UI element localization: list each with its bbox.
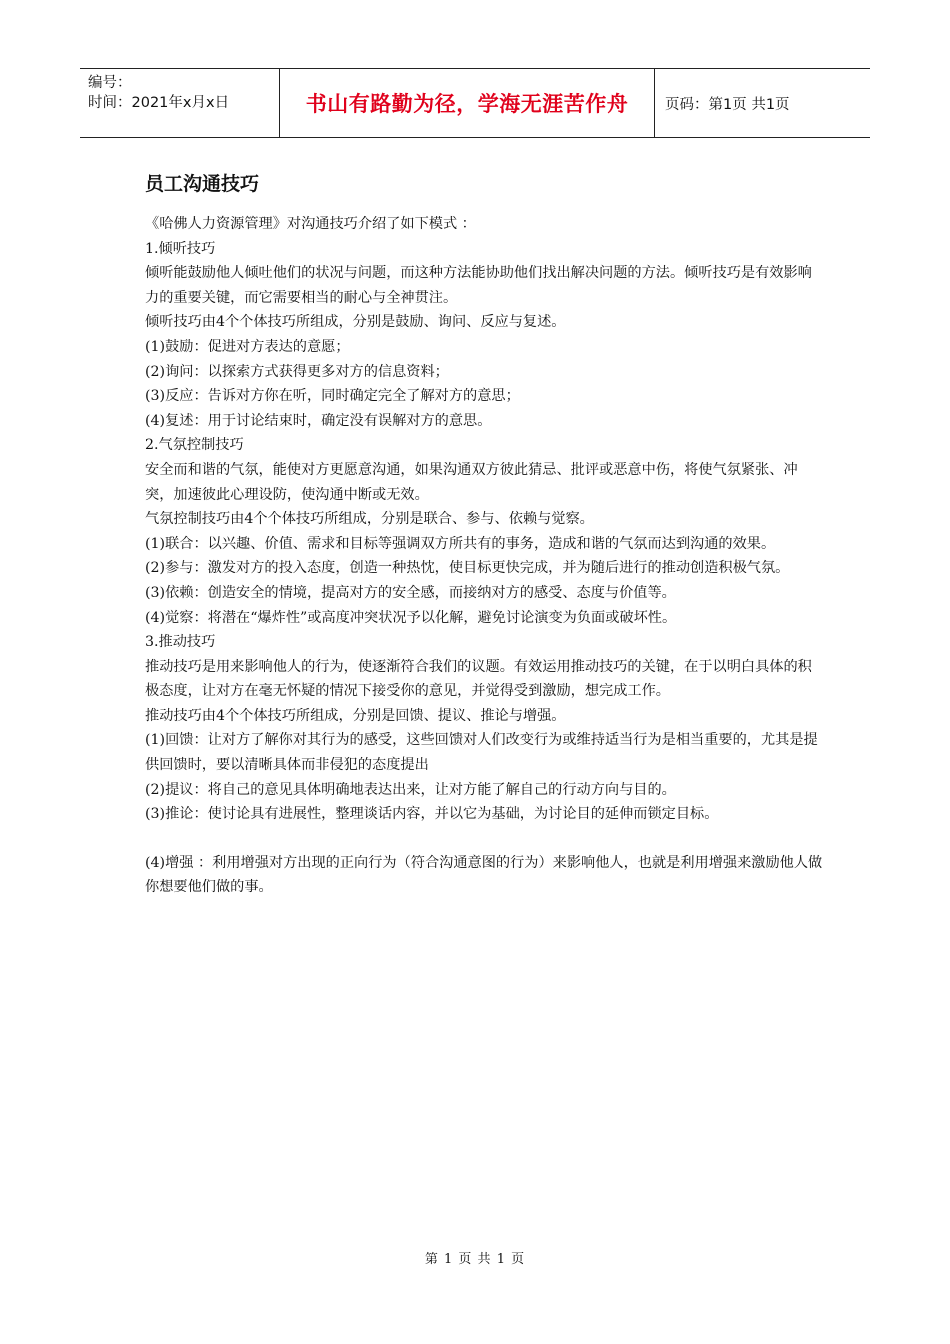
list-item: (1)联合：以兴趣、价值、需求和目标等强调双方所共有的事务，造成和谐的气氛而达到沟通的效果。 [145, 535, 776, 552]
document-title: 员工沟通技巧 [145, 173, 260, 195]
list-item: (1)鼓励：促进对方表达的意愿； [145, 338, 350, 355]
list-item: (1)回馈：让对方了解你对其行为的感受，这些回馈对人们改变行为或维持适当行为是相当重要的，尤其是提供回馈时，要以清晰具体而非侵犯的态度提出 [145, 732, 818, 774]
list-item: (2)询问：以探索方式获得更多对方的信息资料； [145, 363, 449, 380]
header-page-info: 页码：第1页 共1页 [665, 96, 790, 113]
document-body [145, 170, 825, 900]
section-heading: 1.倾听技巧 [145, 240, 216, 257]
list-item: (3)反应：告诉对方你在听，同时确定完全了解对方的意思； [145, 388, 520, 405]
list-item: (4)复述：用于讨论结束时，确定没有误解对方的意思。 [145, 412, 492, 429]
paragraph: 《哈佛人力资源管理》对沟通技巧介绍了如下模式 ： [145, 216, 476, 232]
list-item: (4)觉察：将潜在“爆炸性”或高度冲突状况予以化解，避免讨论演变为负面或破坏性。 [145, 609, 677, 626]
page-footer: 第 1 页 共 1 页 [424, 1252, 526, 1267]
paragraph: 倾听技巧由4个个体技巧所组成，分别是鼓励、询问、反应与复述。 [145, 314, 566, 331]
paragraph: 推动技巧由4个个体技巧所组成，分别是回馈、提议、推论与增强。 [145, 707, 566, 724]
time-label: 时间：2021年x月x日 [88, 95, 230, 111]
section-heading: 3.推动技巧 [145, 634, 216, 651]
paragraph: 气氛控制技巧由4个个体技巧所组成，分别是联合、参与、依赖与觉察。 [145, 511, 594, 528]
list-item: (4)增强 ：利用增强对方出现的正向行为（符合沟通意图的行为）来影响他人，也就是利用增强来激励他人做你想要他们做的事。 [145, 854, 823, 896]
section-heading: 2.气氛控制技巧 [145, 437, 244, 454]
paragraph: 推动技巧是用来影响他人的行为，使逐渐符合我们的议题。有效运用推动技巧的关键，在于以明白具体的积极态度，让对方在毫无怀疑的情况下接受你的意见，并觉得受到激励，想完成工作。 [145, 658, 812, 700]
paragraph: 倾听能鼓励他人倾吐他们的状况与问题，而这种方法能协助他们找出解决问题的方法。倾听技巧是有效影响力的重要关键，而它需要相当的耐心与全神贯注。 [145, 265, 812, 306]
list-item: (3)推论：使讨论具有进展性，整理谈话内容，并以它为基础，为讨论目的延伸而锁定目标。 [145, 806, 719, 823]
paragraph: 安全而和谐的气氛，能使对方更愿意沟通，如果沟通双方彼此猜忌、批评或恶意中伤，将使气氛紧张、冲突，加速彼此心理设防，使沟通中断或无效。 [145, 461, 798, 503]
header-motto: 书山有路勤为径，学海无涯苦作舟 [280, 69, 655, 137]
header-meta [80, 69, 280, 137]
document-header [80, 68, 870, 138]
list-item: (3)依赖：创造安全的情境，提高对方的安全感，而接纳对方的感受、态度与价值等。 [145, 584, 676, 601]
list-item: (2)提议：将自己的意见具体明确地表达出来，让对方能了解自己的行动方向与目的。 [145, 781, 676, 798]
number-label: 编号： [88, 75, 132, 91]
list-item: (2)参与：激发对方的投入态度，创造一种热忱，使目标更快完成，并为随后进行的推动创造积极气氛。 [145, 560, 790, 577]
